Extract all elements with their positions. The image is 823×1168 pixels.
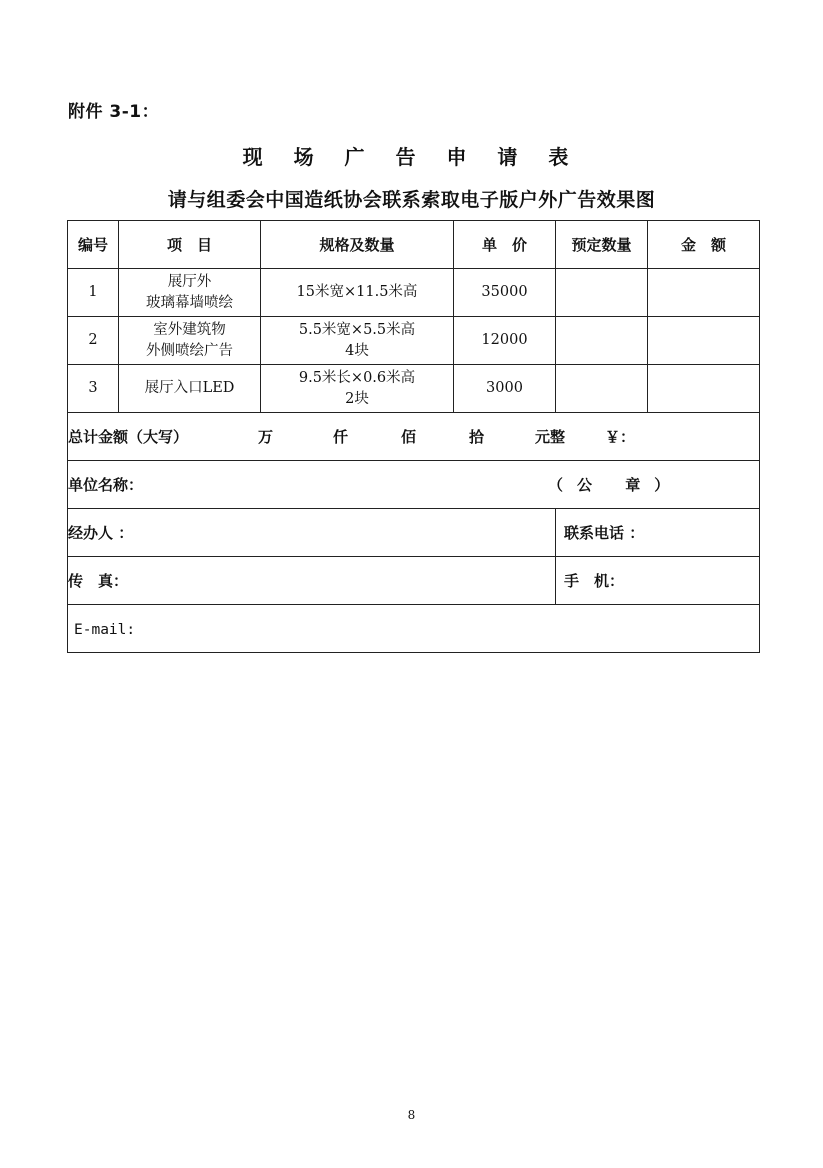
page-number: 8 [407,1108,416,1122]
row-spec [261,269,454,317]
total-amount-field[interactable] [68,413,760,461]
fax-label: 传 真： [68,572,129,590]
contact-row [68,509,760,557]
row-item [119,317,261,365]
fax-mobile-row [68,557,760,605]
table-row [68,317,760,365]
form-subtitle: 请与组委会中国造纸协会联系索取电子版户外广告效果图 [167,189,656,211]
column-header-spec: 规格及数量 [261,221,454,269]
row-amount-field[interactable] [648,365,760,413]
row-price: 35000 [454,269,556,317]
row-item-line: 展厅入口LED [144,380,235,396]
row-quantity-field[interactable] [556,365,648,413]
unit-name-field[interactable] [68,461,760,509]
table-row [68,269,760,317]
row-item-line: 室外建筑物 [153,321,226,338]
row-price: 3000 [454,365,556,413]
row-spec-line: 2块 [345,390,369,407]
total-amount-label: 总计金额（大写） [68,428,189,446]
row-spec-line: 4块 [345,342,369,359]
row-quantity-field[interactable] [556,269,648,317]
row-number: 2 [68,317,119,365]
attachment-label: 附件 3-1： [68,102,160,122]
row-amount-field[interactable] [648,317,760,365]
phone-label: 联系电话 ： [564,524,645,542]
handler-field[interactable] [68,509,556,557]
row-spec [261,317,454,365]
row-item-line: 展厅外 [167,273,212,290]
form-title: 现 场 广 告 申 请 表 [242,145,581,169]
unit-yen-symbol: ￥： [605,428,636,446]
row-item [119,365,261,413]
row-number: 1 [68,269,119,317]
row-item-line: 玻璃幕墙喷绘 [146,294,233,311]
table-header-row [68,221,760,269]
email-row [68,605,760,653]
unit-wan: 万 [258,428,274,446]
mobile-label: 手 机： [564,572,625,590]
company-stamp-label: （公 章） [548,476,684,494]
row-price: 12000 [454,317,556,365]
row-quantity-field[interactable] [556,317,648,365]
row-number: 3 [68,365,119,413]
application-table [67,220,760,653]
unit-yuan: 元整 [535,428,566,446]
fax-field[interactable] [68,557,556,605]
unit-qian: 仟 [333,428,349,446]
column-header-number: 编号 [68,221,119,269]
table-row [68,365,760,413]
column-header-quantity: 预定数量 [556,221,648,269]
total-amount-row [68,413,760,461]
row-spec [261,365,454,413]
mobile-field[interactable] [556,557,760,605]
unit-name-row [68,461,760,509]
handler-label: 经办人 ： [68,524,134,542]
unit-bai: 佰 [401,428,417,446]
column-header-item: 项 目 [119,221,261,269]
column-header-price: 单 价 [454,221,556,269]
row-spec-line: 5.5米宽×5.5米高 [298,321,416,338]
phone-field[interactable] [556,509,760,557]
email-label: E-mail: [74,621,136,638]
unit-name-label: 单位名称： [68,476,144,494]
email-field[interactable] [68,605,760,653]
column-header-amount: 金 额 [648,221,760,269]
row-item [119,269,261,317]
row-spec-line: 15米宽×11.5米高 [296,284,418,300]
unit-shi: 拾 [469,428,485,446]
row-spec-line: 9.5米长×0.6米高 [298,369,416,386]
row-amount-field[interactable] [648,269,760,317]
row-item-line: 外侧喷绘广告 [146,342,233,359]
